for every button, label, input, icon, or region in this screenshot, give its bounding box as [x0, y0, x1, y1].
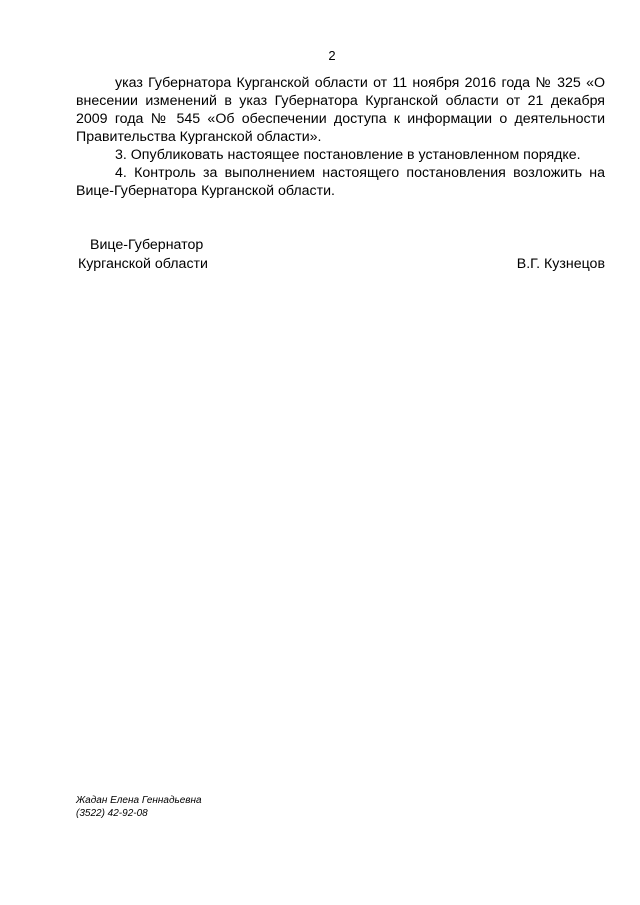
signatory-position-title: Вице-Губернатор	[90, 237, 204, 253]
executor-phone: (3522) 42-92-08	[76, 808, 148, 819]
paragraph-publish-order: 3. Опубликовать настоящее постановление в установленном порядке.	[115, 147, 581, 163]
page-number: 2	[328, 48, 336, 63]
executor-name: Жадан Елена Геннадьевна	[76, 795, 202, 806]
document-body	[76, 74, 605, 200]
signature-block	[78, 236, 605, 274]
paragraph-control-order: 4. Контроль за выполнением настоящего постановления возложить на Вице-Губернатора Курганской области.	[76, 165, 605, 199]
signatory-position-region: Курганской области	[78, 256, 208, 272]
signatory-name: В.Г. Кузнецов	[516, 256, 605, 272]
paragraph-decree-reference: указ Губернатора Курганской области от 11 ноября 2016 года № 325 «О внесении изменений в указ Губернатора Курганской области от 21 декабря 2009 года № 545 «Об обеспечении доступа к информации о деятельности Правительства Курганской области».	[76, 75, 605, 145]
executor-info	[76, 794, 202, 820]
